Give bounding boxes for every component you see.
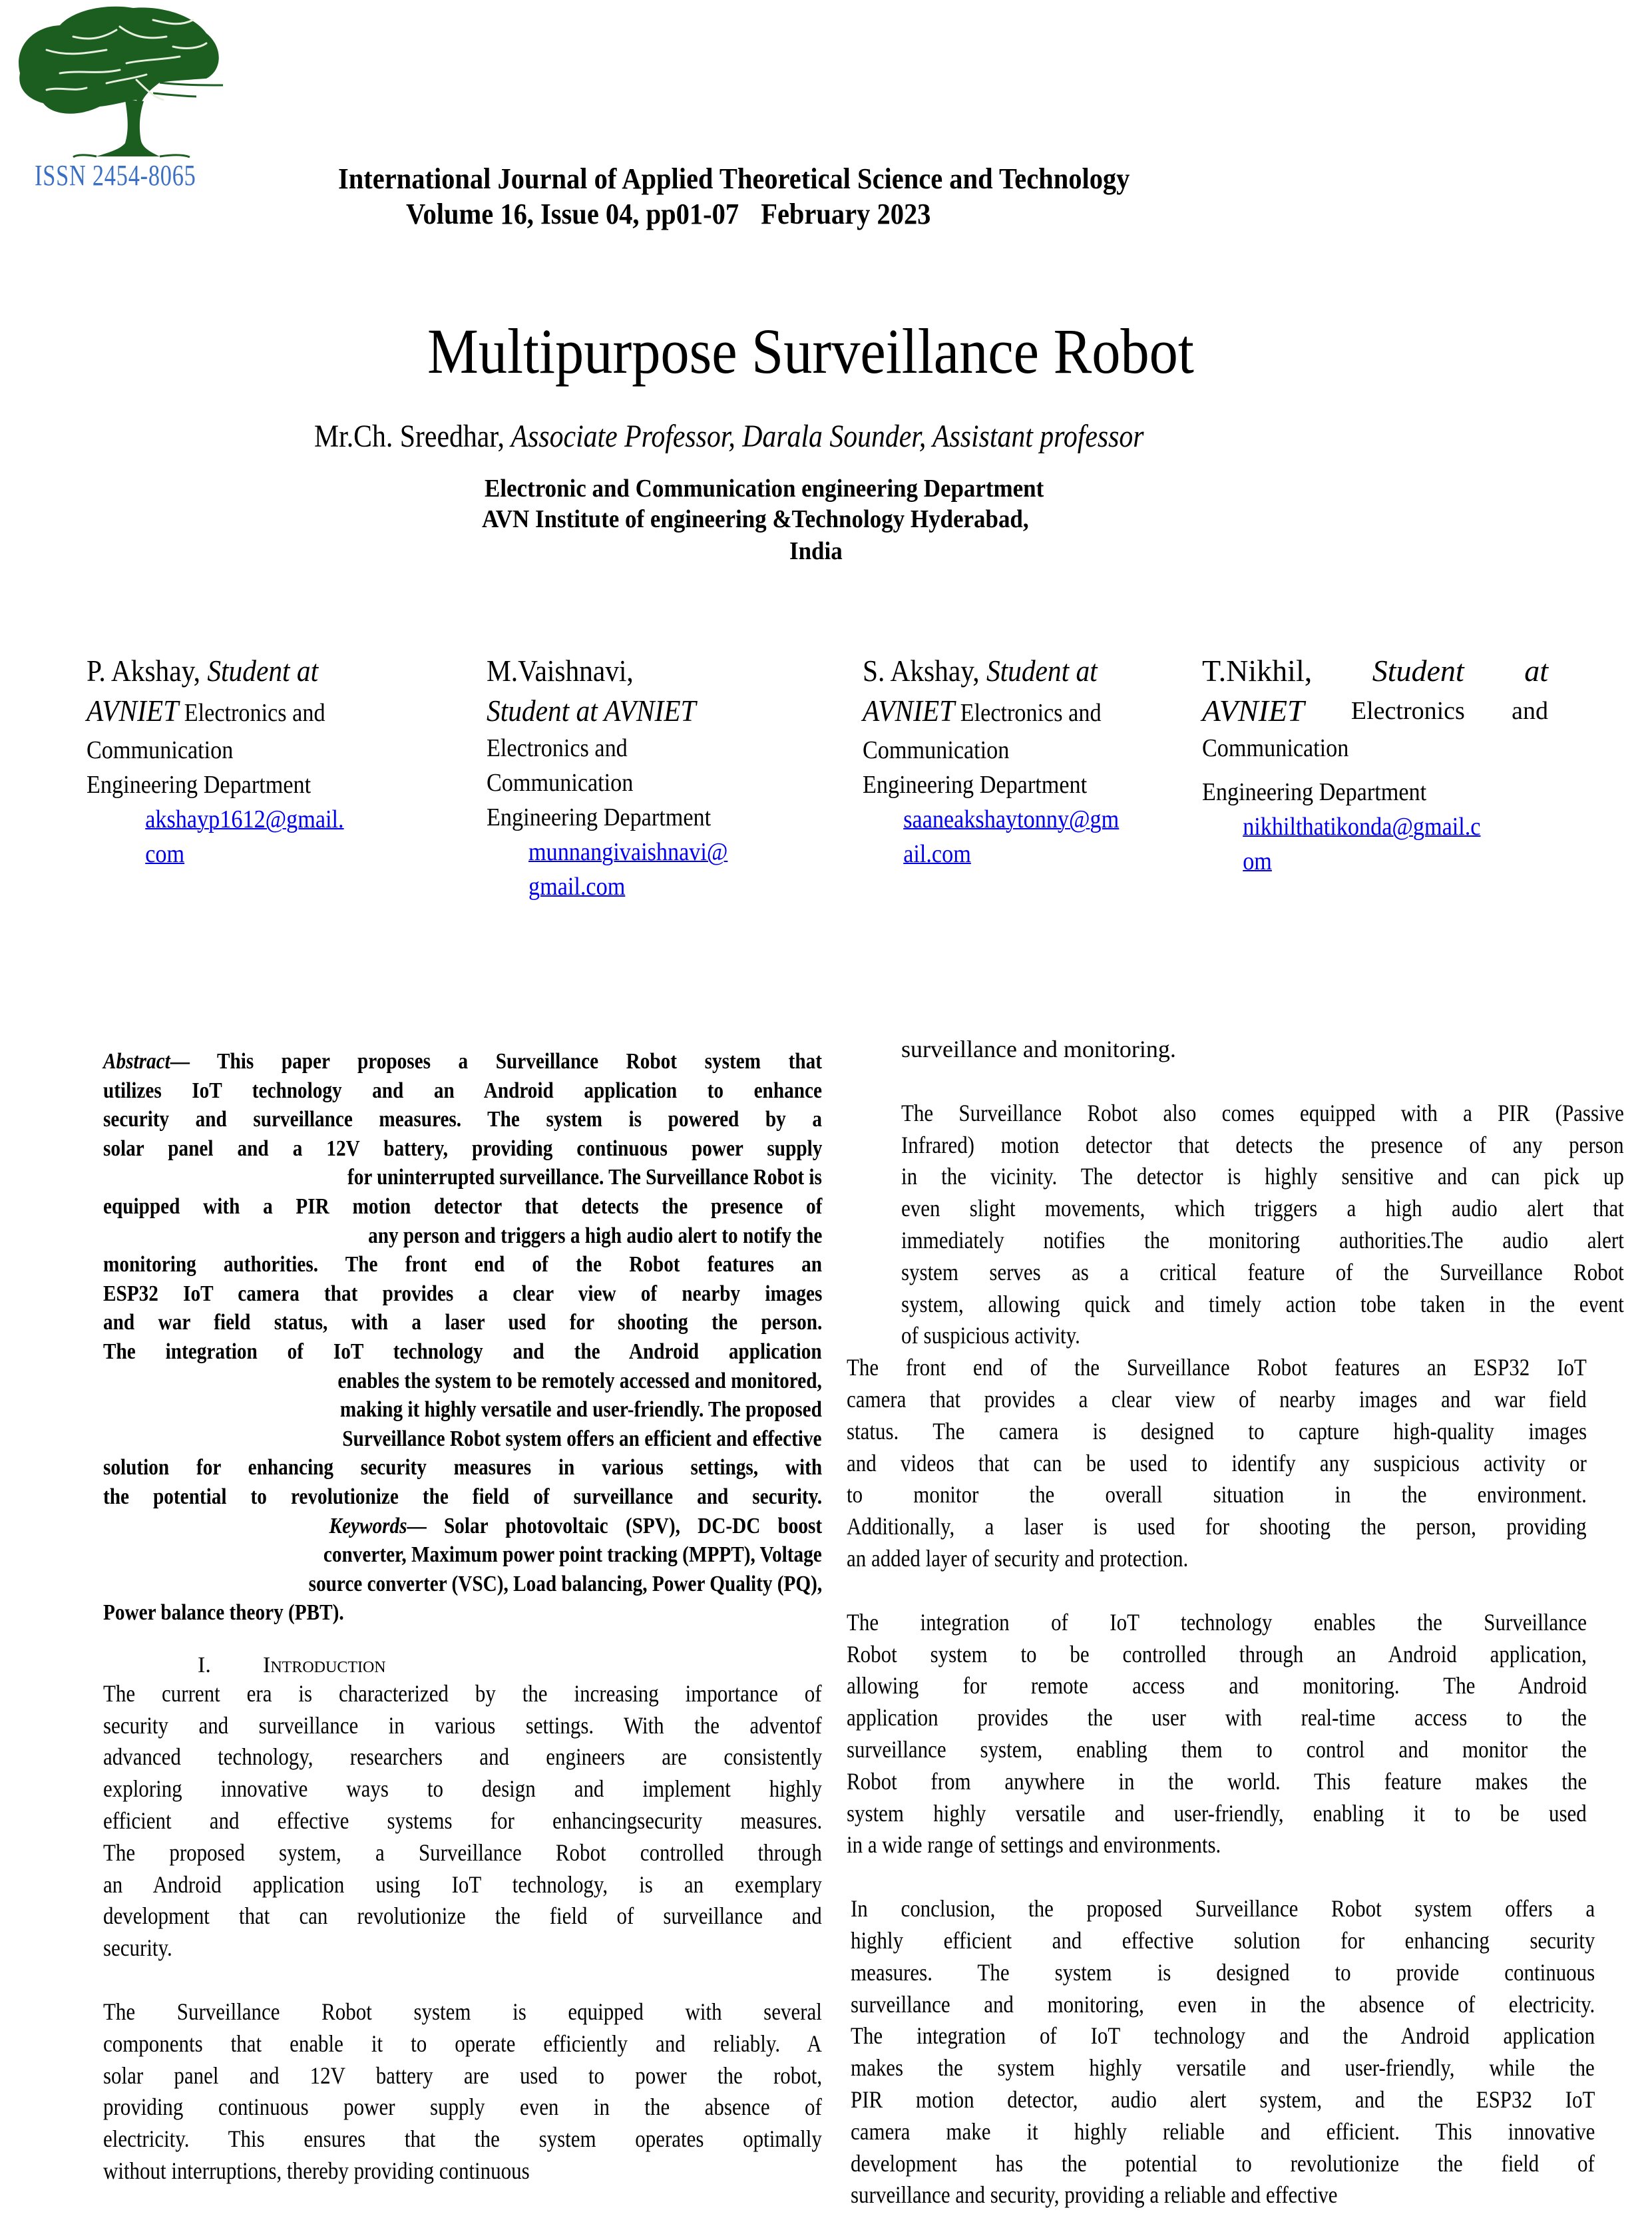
text-line: Additionally, a laser is used for shooting the person, providing (847, 1513, 1587, 1540)
student-email-link[interactable]: nikhilthatikonda@gmail.c (1243, 813, 1481, 841)
abstract-line: The integration of IoT technology and the Android application (103, 1339, 822, 1364)
abstract-line: and war field status, with a laser used for shooting the person. (103, 1310, 823, 1335)
student-institute: AVNIET (1202, 694, 1305, 728)
text-line: in the vicinity. The detector is highly sensitive and can pick up (901, 1163, 1624, 1190)
pir-paragraph (901, 1098, 1624, 1352)
abstract-line: ESP32 IoT camera that provides a clear view of nearby images (103, 1281, 823, 1306)
abstract-line: for uninterrupted surveillance. The Surveillance Robot is (347, 1165, 822, 1190)
affiliation-institute: AVN Institute of engineering &Technology Hyderabad, (482, 505, 1029, 533)
conclusion-paragraph (847, 1893, 1595, 2211)
student-dept: Electronics (1350, 697, 1465, 725)
text-line: security. (103, 1934, 172, 1962)
text-line: even slight movements, which triggers a high audio alert that (901, 1195, 1624, 1222)
student-institute: AVNIET (863, 694, 955, 728)
text-line: The current era is characterized by the increasing importance of (103, 1679, 822, 1707)
text-line: immediately notifies the monitoring authorities.The audio alert (901, 1226, 1624, 1253)
journal-date: February 2023 (761, 198, 931, 230)
student-email-link[interactable]: saaneakshaytonny@gm (903, 805, 1120, 833)
abstract-line: solution for enhancing security measures in various settings, with (103, 1455, 823, 1480)
text-line: Robot from anywhere in the world. This feature makes the (847, 1767, 1587, 1795)
abstract-label: Abstract (103, 1049, 170, 1074)
text-line: The Surveillance Robot also comes equipped with a PIR (Passive (901, 1099, 1624, 1126)
text-line: security and surveillance in various settings. With the adventof (103, 1711, 822, 1739)
student-dept: Communication (1202, 734, 1349, 762)
abstract-line: monitoring authorities. The front end of the Robot features an (103, 1252, 823, 1277)
text-line: application provides the user with real-time access to the (847, 1704, 1587, 1731)
student-dept: Electronics and (178, 699, 325, 727)
text-line: to monitor the overall situation in the environment. (847, 1481, 1587, 1508)
abstract-line: Abstract— This paper proposes a Surveillance Robot system that (103, 1049, 822, 1074)
student-role: at (1524, 654, 1548, 688)
abstract-line: utilizes IoT technology and an Android application to enhance (103, 1078, 822, 1103)
text-line: status. The camera is designed to capture high-quality images (847, 1417, 1587, 1445)
text-line: camera that provides a clear view of nearby images and war field (847, 1385, 1587, 1413)
student-author-card (87, 651, 459, 871)
abstract-line: Surveillance Robot system offers an efficient and effective (342, 1426, 822, 1451)
text-line: solar panel and 12V battery are used to power the robot, (103, 2062, 823, 2089)
student-email-link[interactable]: ail.com (903, 840, 971, 868)
text-line: in a wide range of settings and environments. (847, 1831, 1221, 1859)
continued-text: surveillance and monitoring. (901, 1036, 1176, 1062)
text-line: PIR motion detector, audio alert system, and the ESP32 IoT (851, 2086, 1595, 2113)
text-line: development that can revolutionize the field of surveillance and (103, 1902, 822, 1930)
text-line: efficient and effective systems for enhancingsecurity measures. (103, 1807, 823, 1835)
faculty-authors (314, 418, 1144, 455)
student-dept: Communication (487, 769, 634, 797)
faculty-name: Mr.Ch. Sreedhar, (314, 419, 505, 454)
text-line: allowing for remote access and monitoring. The Android (847, 1672, 1587, 1699)
keywords-label: Keywords (329, 1513, 407, 1538)
student-dept: and (1512, 697, 1548, 725)
abstract-line: making it highly versatile and user-friendly. The proposed (339, 1397, 822, 1423)
intro-paragraph-2 (103, 1996, 822, 2187)
student-dept: Communication (863, 736, 1010, 764)
camera-paragraph (847, 1352, 1587, 1575)
text-line: components that enable it to operate efficiently and reliably. A (103, 2030, 822, 2057)
text-line: providing continuous power supply even in the absence of (103, 2094, 822, 2121)
student-name: P. Akshay, (87, 654, 208, 688)
section-number: I. (198, 1652, 211, 1677)
student-name: M.Vaishnavi, (487, 654, 634, 688)
abstract-line: enables the system to be remotely accessed and monitored, (337, 1368, 822, 1393)
text-line: highly efficient and effective solution for enhancing security (851, 1926, 1595, 1954)
text-line: system serves as a critical feature of the Surveillance Robot (901, 1258, 1624, 1285)
text-line: surveillance system, enabling them to control and monitor the (847, 1735, 1587, 1763)
text-line: without interruptions, thereby providing continuous (103, 2157, 530, 2185)
abstract-line: the potential to revolutionize the field of surveillance and security. (103, 1484, 823, 1509)
student-email-link[interactable]: com (145, 840, 185, 868)
text-line: of suspicious activity. (901, 1322, 1080, 1349)
student-role: Student at AVNIET (487, 694, 696, 728)
student-name: S. Akshay, (863, 654, 986, 688)
student-email-link[interactable]: munnangivaishnavi@ (528, 838, 728, 866)
affiliation-department: Electronic and Communication engineering Department (485, 475, 1044, 503)
student-dept: Engineering Department (863, 771, 1088, 799)
student-institute: AVNIET (87, 694, 179, 728)
keywords-line: source converter (VSC), Load balancing, Power Quality (PQ), (308, 1571, 822, 1596)
intro-paragraph-1 (103, 1678, 822, 1964)
abstract-line: solar panel and a 12V battery, providing continuous power supply (103, 1136, 823, 1161)
student-author-card (1202, 651, 1548, 879)
text-line: The integration of IoT technology and the Android application (851, 2022, 1595, 2050)
student-dept: Communication (87, 736, 234, 764)
abstract-line: any person and triggers a high audio alert to notify the (367, 1223, 822, 1248)
paper-title: Multipurpose Surveillance Robot (427, 316, 1194, 387)
text-line: camera make it highly reliable and efficient. This innovative (851, 2117, 1595, 2145)
journal-volume-issue: Volume 16, Issue 04, pp01-07 (406, 198, 739, 230)
text-line: electricity. This ensures that the system operates optimally (103, 2125, 822, 2153)
abstract-line: equipped with a PIR motion detector that detects the presence of (103, 1194, 823, 1219)
student-role: Student (1372, 654, 1464, 688)
issn-label: ISSN 2454-8065 (35, 159, 196, 192)
text-line: Robot system to be controlled through an Android application, (847, 1640, 1587, 1668)
student-dept: Electronics and (487, 734, 628, 762)
tree-icon (7, 0, 226, 160)
text-line: development has the potential to revolutionize the field of (851, 2149, 1595, 2177)
text-line: an Android application using IoT technology, is an exemplary (103, 1871, 822, 1898)
abstract-line: security and surveillance measures. The system is powered by a (103, 1107, 822, 1132)
text-line: surveillance and security, providing a reliable and effective (851, 2181, 1338, 2209)
journal-issue-line (406, 197, 930, 231)
text-line: In conclusion, the proposed Surveillance Robot system offers a (851, 1895, 1595, 1922)
right-column (847, 1034, 1624, 2211)
text-line: Infrared) motion detector that detects the presence of any person (901, 1131, 1624, 1158)
keywords-line: Power balance theory (PBT). (103, 1600, 344, 1626)
keywords-line: Keywords— Solar photovoltaic (SPV), DC-DC boost (329, 1513, 822, 1538)
student-role: Student at (986, 654, 1098, 688)
student-dept: Engineering Department (1202, 778, 1427, 806)
iot-paragraph (847, 1607, 1587, 1861)
faculty-roles: Associate Professor, Darala Sounder, Assistant professor (504, 419, 1144, 454)
section-title: Introduction (263, 1652, 386, 1677)
text-line: The Surveillance Robot system is equipped with several (103, 1998, 822, 2026)
text-line: The integration of IoT technology enables the Surveillance (847, 1608, 1587, 1636)
text-line: an added layer of security and protection. (847, 1544, 1189, 1572)
text-line: makes the system highly versatile and user-friendly, while the (851, 2054, 1595, 2082)
journal-name: International Journal of Applied Theoretical Science and Technology (338, 162, 1130, 195)
text-line: advanced technology, researchers and engineers are consistently (103, 1743, 823, 1771)
affiliation-country: India (789, 537, 843, 565)
text-line: system highly versatile and user-friendly, enabling it to be used (847, 1799, 1587, 1827)
text-line: surveillance and monitoring, even in the absence of electricity. (851, 1990, 1595, 2018)
keywords-line: converter, Maximum power point tracking (MPPT), Voltage (323, 1542, 822, 1568)
text-line: system, allowing quick and timely action tobe taken in the event (901, 1290, 1624, 1317)
student-role: Student at (207, 654, 319, 688)
student-dept: Engineering Department (87, 771, 311, 799)
section-heading-introduction (103, 1653, 822, 1678)
abstract (103, 1047, 822, 1628)
student-dept: Electronics and (954, 699, 1102, 727)
text-line: exploring innovative ways to design and implement highly (103, 1775, 822, 1803)
student-email-link[interactable]: om (1243, 847, 1272, 875)
left-column (103, 1047, 822, 2187)
student-email-link[interactable]: gmail.com (528, 873, 626, 901)
student-author-card (863, 651, 1235, 871)
text-line: The front end of the Surveillance Robot features an ESP32 IoT (847, 1354, 1587, 1381)
student-dept: Engineering Department (487, 803, 712, 831)
text-line: The proposed system, a Surveillance Robot controlled through (103, 1839, 822, 1866)
student-email-link[interactable]: akshayp1612@gmail. (145, 805, 344, 833)
text-line: and videos that can be used to identify any suspicious activity or (847, 1449, 1587, 1476)
text-line: measures. The system is designed to provide continuous (851, 1958, 1595, 1986)
student-author-card (487, 651, 833, 904)
student-name: T.Nikhil, (1202, 654, 1313, 688)
